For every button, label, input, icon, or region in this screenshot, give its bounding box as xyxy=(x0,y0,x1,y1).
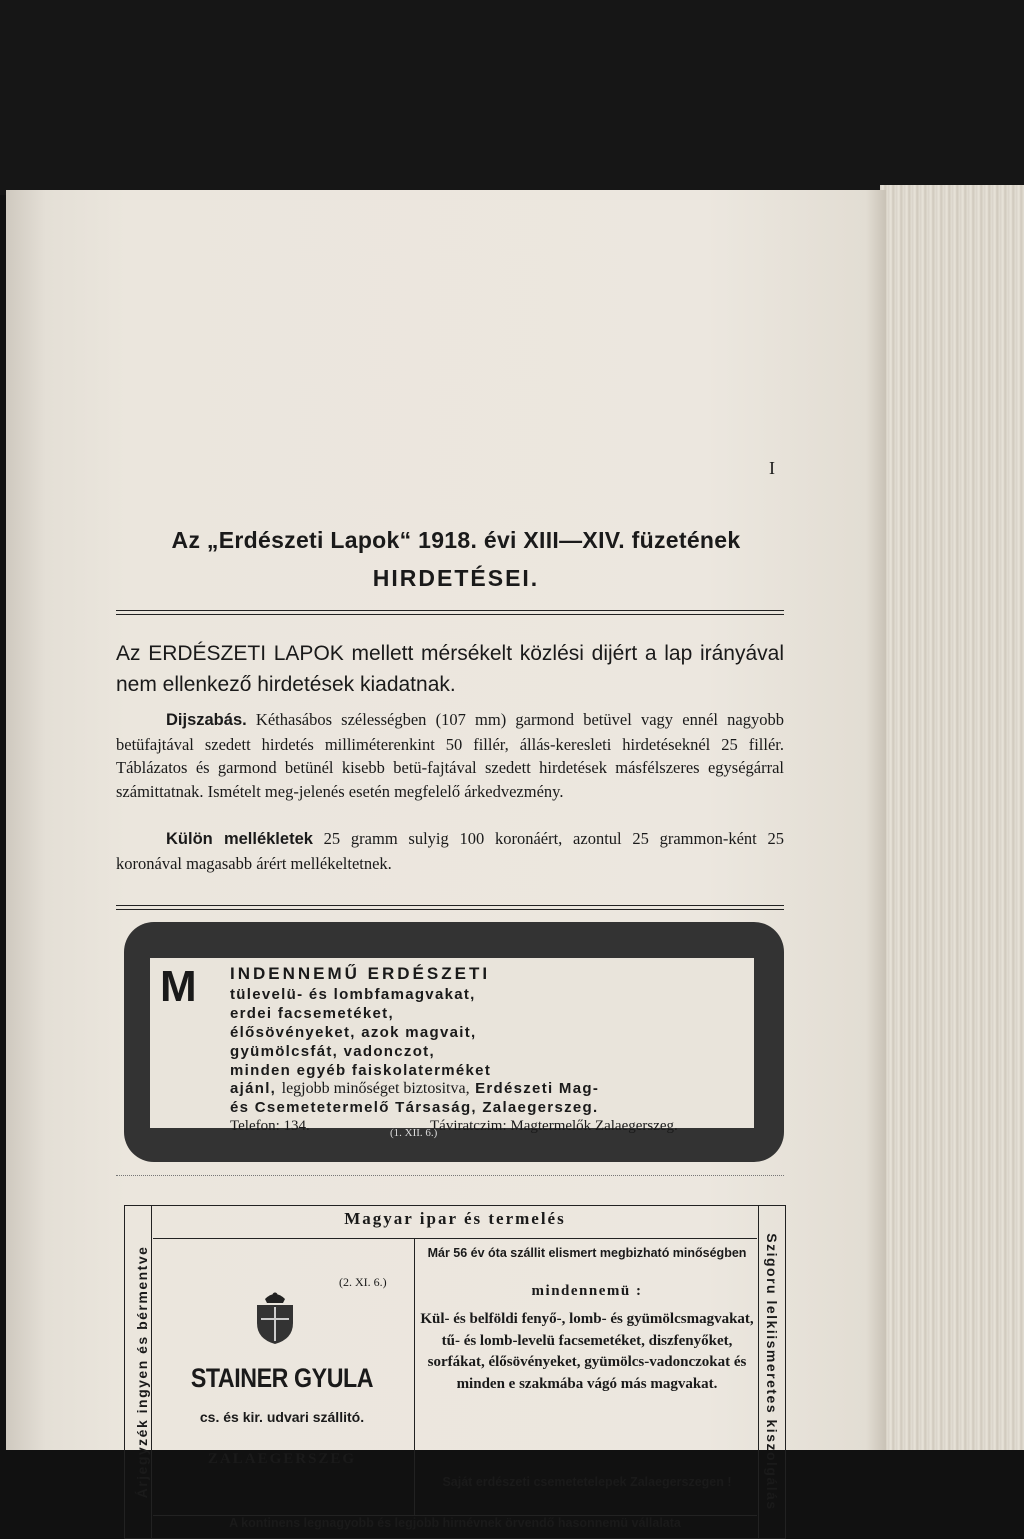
company-name: STAINER GYULA xyxy=(190,1363,374,1393)
book-page xyxy=(6,190,886,1530)
coat-of-arms-icon xyxy=(253,1289,297,1345)
supplement-paragraph xyxy=(116,827,784,875)
ad-text: legjobb minőséget biztositva, xyxy=(281,1080,470,1097)
left-side-text: Árjegyzék ingyen és bérmentve xyxy=(134,1245,150,1499)
company-city: ZALAEGERSZEG xyxy=(207,1451,357,1467)
supplement-heading: Külön mellékletek xyxy=(166,830,313,848)
ad-line: tülevelü- és lombfamagvakat, xyxy=(230,986,476,1003)
ad-text: mindennemü : xyxy=(531,1283,643,1299)
double-rule xyxy=(116,610,784,615)
pricing-paragraph xyxy=(116,708,784,803)
column-divider xyxy=(414,1239,415,1515)
ad-line: minden egyéb faiskolaterméket xyxy=(230,1062,492,1079)
dotted-separator xyxy=(116,1175,784,1176)
ad-heading: INDENNEMŰ ERDÉSZETI xyxy=(230,964,491,983)
scan-background xyxy=(0,0,1024,195)
ad-line: gyümölcsfát, vadonczot, xyxy=(230,1043,435,1060)
book-page-edges xyxy=(880,185,1024,1450)
forestry-advertisement xyxy=(124,922,784,1162)
ad-footer: A kontinens legnagyobb és legjobb hirnévnek örvendő hasonnemü vállalata xyxy=(229,1516,681,1530)
ad-line: erdei facsemetéket, xyxy=(230,1005,394,1022)
page-number: I xyxy=(769,458,775,478)
telegraph-address: Táviratczim: Magtermelők Zalaegerszeg. xyxy=(430,1118,678,1134)
ad-text: ajánl, xyxy=(230,1080,277,1097)
ad-reference: (2. XI. 6.) xyxy=(339,1275,387,1289)
initial-letter: M xyxy=(160,962,194,1011)
ad-line: és Csemetetermelő Társaság, Zalaegerszeg. xyxy=(230,1099,599,1116)
intro-paragraph: Az ERDÉSZETI LAPOK mellett mérsékelt közlési dijért a lap irányával nem ellenkező hirdetések kiadatnak. xyxy=(116,642,784,696)
company-title: cs. és kir. udvari szállitó. xyxy=(199,1409,365,1425)
ad-line xyxy=(230,1080,599,1098)
page-title: Az „Erdészeti Lapok“ 1918. évi XIII—XIV. füzetének xyxy=(171,527,741,553)
ad-text: Erdészeti Mag- xyxy=(475,1080,600,1097)
page-subtitle: HIRDETÉSEI. xyxy=(372,565,540,591)
ad-body xyxy=(153,1238,757,1516)
right-side-column xyxy=(758,1206,785,1538)
left-side-column xyxy=(125,1206,152,1538)
pricing-body: Kéthasábos szélességben (107 mm) garmond betüvel vagy ennél nagyobb betüfajtával szedett hirdetés milliméterenkint 50 fillér, állás-keresleti hirdetéseknél 25 fillér. Táblázatos és garmond betünél kisebb betü-fajtával szedett hirdetések másfélszeres egységárral számittatnak. Ismételt meg-jelenés esetén megfelelő árkedvezmény. xyxy=(116,710,784,801)
pricing-heading: Dijszabás. xyxy=(166,711,247,729)
ad-reference: (1. XII. 6.) xyxy=(390,1127,438,1139)
double-rule xyxy=(116,905,784,910)
supplement-body: 25 gramm sulyig 100 koronáért, azontul 25 grammon-ként 25 koronával magasabb árért mellékeltetnek. xyxy=(116,829,784,873)
stainer-advertisement xyxy=(124,1205,786,1539)
right-side-text: Szigoru lelkiismeretes kiszolgálás xyxy=(764,1233,780,1511)
ad-text: Saját erdészeti csemetetelepek Zalaegerszegen ! xyxy=(442,1475,732,1489)
ad-text: Kül- és belföldi fenyő-, lomb- és gyümölcsmagvakat, tű- és lomb-levelü facsemetéket, diszfenyőket, sorfákat, élősövényeket, gyümölcs-vadonczokat és minden e szakmába vágó más magvakat. xyxy=(420,1311,754,1392)
ad-header: Magyar ipar és termelés xyxy=(344,1209,566,1228)
ad-line: élősövényeket, azok magvait, xyxy=(230,1024,477,1041)
ad-text: Már 56 év óta szállit elismert megbizható minőségben xyxy=(427,1246,747,1260)
telephone: Telefon: 134. xyxy=(230,1118,310,1134)
